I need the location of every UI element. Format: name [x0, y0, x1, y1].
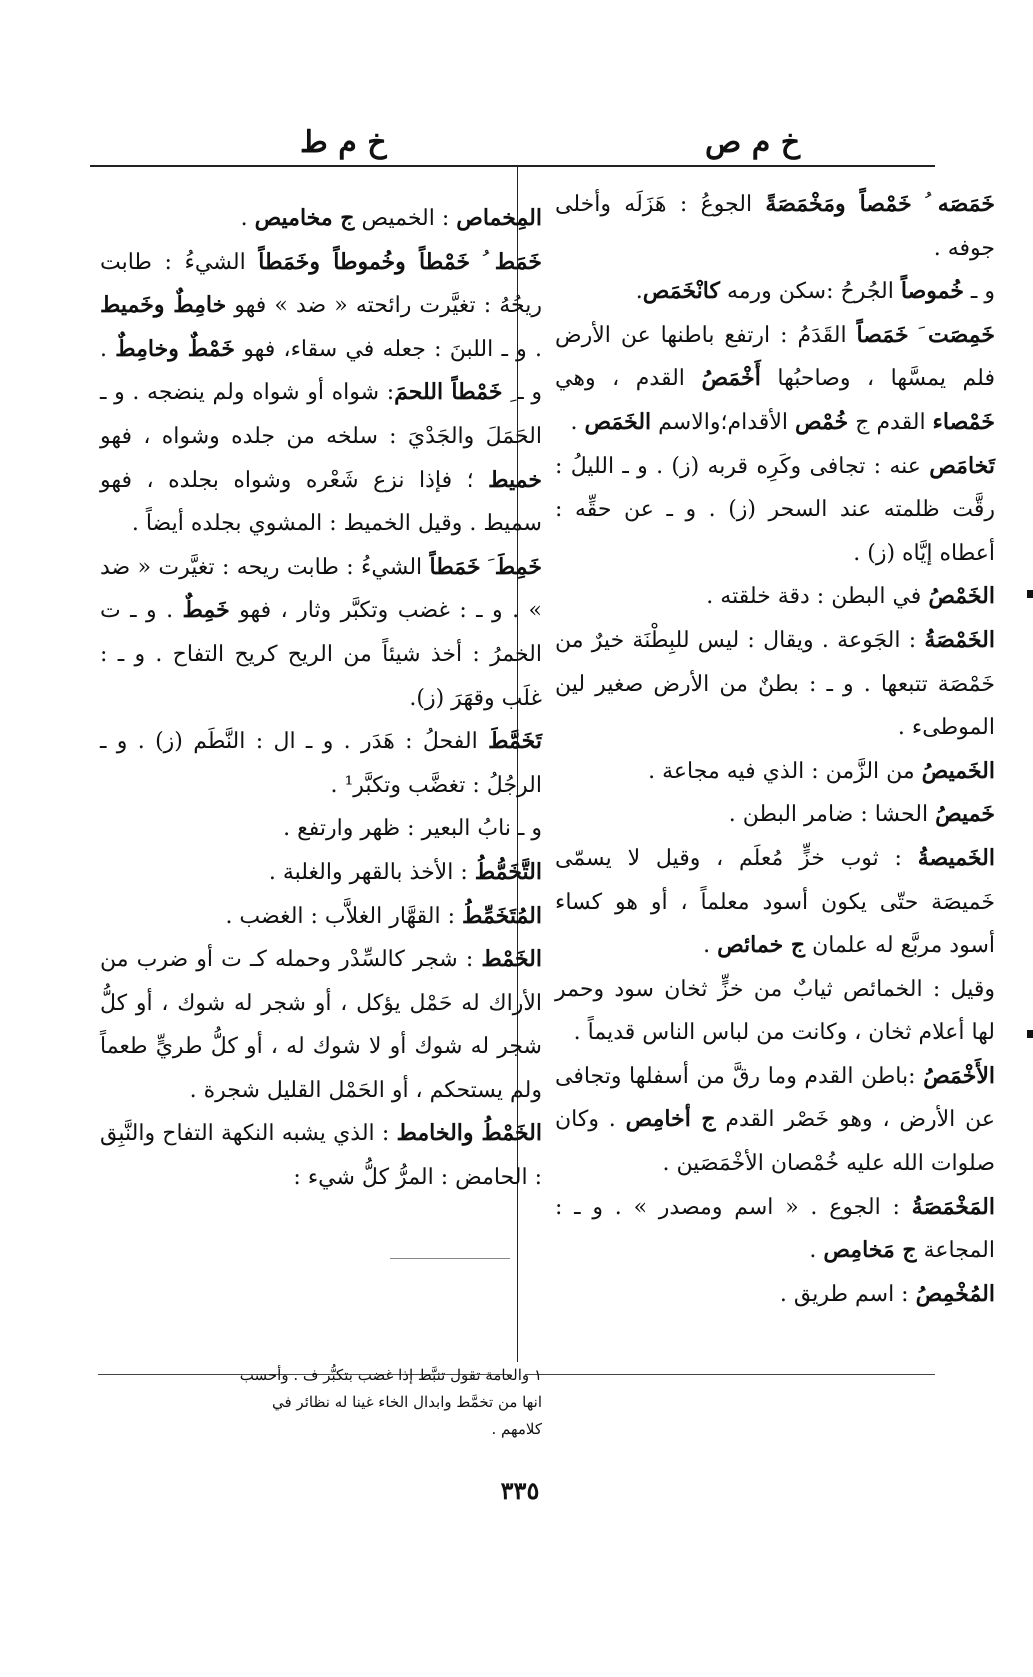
margin-mark-bottom — [1027, 1030, 1033, 1038]
footnotes — [100, 1362, 542, 1443]
right-column-entry: المَخْمَصَةُ : الجوع . « اسم ومصدر » . و ـ : المجاعة ج مَخامِص . — [555, 1193, 995, 1264]
left-column-entry: المِخماص : الخميص ج مخاميص . — [240, 205, 542, 231]
page-number: ٣٣٥ — [500, 1476, 540, 1505]
right-column — [555, 183, 995, 1316]
left-column-entry: و ـ نابُ البعير : ظهر وارتفع . — [283, 816, 542, 842]
right-column-entry: خَميصُ الحشا : ضامر البطن . — [728, 801, 995, 828]
header-left-root: خ م ط — [300, 125, 387, 160]
left-column-entry: خَمِطَ َ خَمَطاً الشيءُ : طابت ريحه : تغيَّرت « ضد » . و ـ : غضب وتكبَّر وثار ، فهو خَمِطٌ . و ـ ت الخمرُ : أخذ شيئاً من الريح كريح التفاح . و ـ : غلَب وقهَرَ (ز). — [100, 553, 542, 711]
left-column-entry: تَخَمَّطَ الفحلُ : هَدَر . و ـ ال : النَّطَم (ز) . و ـ الرجُلُ : تغضَّب وتكبَّر¹ . — [100, 728, 542, 798]
right-column-entry: الخَمْصُ في البطن : دقة خلقته . — [706, 583, 995, 610]
left-column — [100, 197, 542, 1200]
right-column-entry: تَخامَص عنه : تجافى وكَرِه قربه (ز) . و ـ الليلُ : رقَّت ظلمته عند السحر (ز) . و ـ عن حقِّه : أعطاه إيَّاه (ز) . — [555, 452, 995, 566]
left-column-entry: المُتَخَمِّطُ : القهَّار الغلاَّب : الغضب . — [225, 902, 542, 929]
left-column-entry: الخَمْط : شجر كالسِّدْر وحمله كـ ت أو ضرب من الأراك له حَمْل يؤكل ، أو شجر له شوك ، أو كلُّ شجر له شوك أو لا شوك له ، أو كلُّ طريٍّ طعماً ولم يستحكم ، أو الحَمْل القليل شجرة . — [100, 946, 542, 1103]
header-right-root: خ م ص — [705, 125, 801, 160]
right-column-entry: خَمَصَه ُ خَمْصاً ومَخْمَصَةً الجوعُ : هَزَلَه وأخلى جوفه . — [555, 191, 995, 261]
footnotes-entry: انها من تخمَّط وابدال الخاء غينا له نظائر في — [271, 1393, 542, 1411]
left-column-entry: التَّخَمُّطُ : الأخذ بالقهر والغلبة . — [268, 858, 542, 885]
right-column-entry: الأَخْمَصُ :باطن القدم وما رقَّ من أسفلها وتجافى عن الأرض ، وهو خَصْر القدم ج أخامِص . وكان صلوات الله عليه خُمْصان الأخْمَصَين . — [555, 1062, 996, 1177]
right-column-entry: الخَميصةُ : ثوب خزٍّ مُعلَم ، وقيل لا يسمّى خَميصَة حتّى يكون أسود معلماً ، أو هو كساء أسود مربَّع له علمان ج خمائص . — [555, 844, 995, 959]
right-column-entry: و ـ خُموصاً الجُرحُ :سكن ورمه كانْخَمَص. — [635, 278, 995, 305]
footnotes-entry: كلامهم . — [491, 1420, 542, 1438]
right-column-entry: وقيل : الخمائص ثيابٌ من خزٍّ ثخان سود وحمر لها أعلام ثخان ، وكانت من لباس الناس قديماً . — [555, 976, 995, 1046]
left-column-entry: خَمَط ُ خَمْطاً وخُموطاً وخَمَطاً الشيءُ : طابت ريحُهُ : تغيَّرت رائحته « ضد » فهو خامِطٌ وخَميط . و ـ اللبنَ : جعله في سقاء، فهو خَمْطٌ وخامِطٌ . و ـ ِ خَمْطاً اللحمَ: شواه أو شواه ولم ينضجه . و ـ الحَمَلَ والجَدْيَ : سلخه من جلده وشواه ، فهو خميط ؛ فإذا نزع شَعْره وشواه بجلده ، فهو سميط . وقيل الخميط : المشوي بجلده أيضاً . — [100, 248, 542, 537]
bottom-rule-right — [525, 1374, 935, 1375]
right-column-entry: خَمِصَت َ خَمَصاً القَدَمُ : ارتفع باطنها عن الأرض فلم يمسَّها ، وصاحبُها أَخْمَصُ القدم ، وهي خَمْصاء القدم ج خُمْص الأقدام؛والاسم الخَمَص . — [555, 321, 995, 435]
footnote-rule — [390, 1258, 510, 1259]
margin-mark-top — [1027, 590, 1033, 598]
left-column-entry: الخَمْطُ والخامط : الذي يشبه النكهة التفاح والنَّبِق : الحامض : المرُّ كلُّ شيء : — [100, 1120, 542, 1191]
right-column-entry: المُخْمِصُ : اسم طريق . — [779, 1280, 995, 1307]
right-column-entry: الخَميصُ من الزَّمن : الذي فيه مجاعة . — [648, 757, 995, 784]
footnotes-entry: ١ والعامة تقول تنبَّط إذا غضب بتكبُّر ف . وأحسب — [239, 1366, 542, 1384]
top-rule — [90, 165, 935, 167]
right-column-entry: الخَمْصَةُ : الجَوعة . ويقال : ليس للبِطْنَة خيرٌ من خَمْصَة تتبعها . و ـ : بطنٌ من الأرض صغير لين الموطىء . — [555, 626, 995, 741]
